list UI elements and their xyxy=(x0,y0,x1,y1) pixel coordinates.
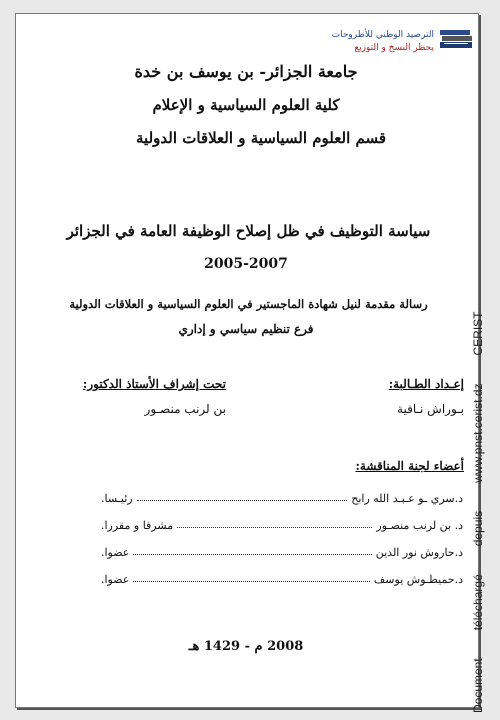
department-name: قسم العلوم السياسية و العلاقات الدولية xyxy=(136,129,386,147)
faculty-name: كلية العلوم السياسية و الإعلام xyxy=(152,96,340,114)
document-page xyxy=(15,13,479,708)
member-2-role: مشرفا و مقررا. xyxy=(101,519,174,532)
side-text-url[interactable]: www.pnst.cerist.dz xyxy=(471,383,485,483)
member-4-name: د.حميطـوش يوسف xyxy=(373,573,463,586)
books-icon xyxy=(438,28,474,50)
member-1-name: د.سري ـو عـبـد الله رابح xyxy=(351,492,463,505)
thesis-years: 2005-2007 xyxy=(204,256,288,272)
member-3-role: عضوا. xyxy=(101,546,130,559)
member-dots xyxy=(137,492,348,501)
committee-member-1 xyxy=(101,492,463,505)
logo-line-1: الترصيد الوطني للأطروحات xyxy=(331,30,434,40)
student-label: إعـداد الطـالبة: xyxy=(388,377,464,391)
logo xyxy=(316,22,476,56)
side-text-part-3: depuis xyxy=(471,510,485,547)
side-text-part-2: téléchargé xyxy=(471,574,485,631)
committee-member-3 xyxy=(101,546,463,559)
thesis-title: سياسة التوظيف في ظل إصلاح الوظيفة العامة في الجزائر xyxy=(66,222,431,240)
side-text-part-5: CERIST xyxy=(471,311,485,356)
member-dots xyxy=(133,546,371,555)
student-name: بـوراش نـافية xyxy=(397,402,464,416)
committee-member-2 xyxy=(101,519,463,532)
supervisor-name: بن لرنب منصـور xyxy=(144,402,226,416)
member-4-role: عضوا. xyxy=(101,573,130,586)
member-3-name: د.حاروش نور الدين xyxy=(375,546,463,559)
committee-member-4 xyxy=(101,573,463,586)
side-download-text xyxy=(463,183,493,713)
logo-line-2: يحظر النسخ و التوزيع xyxy=(354,43,434,53)
university-name: جامعة الجزائر- بن يوسف بن خدة xyxy=(134,62,358,81)
member-2-name: د. بن لرنب منصـور xyxy=(376,519,463,532)
document-date: 2008 م - 1429 هـ xyxy=(188,639,304,654)
side-text-part-1: Document xyxy=(471,658,485,713)
supervisor-label: تحت إشراف الأستاذ الدكتور: xyxy=(82,377,226,391)
committee-title: أعضاء لجنة المناقشة: xyxy=(355,459,464,473)
member-1-role: رئيـسا. xyxy=(101,492,133,505)
thesis-branch: فرع تنظيم سياسي و إداري xyxy=(178,322,314,336)
member-dots xyxy=(177,519,372,528)
member-dots xyxy=(133,573,370,582)
thesis-subtitle: رسالة مقدمة لنيل شهادة الماجستير في العلوم السياسية و العلاقات الدولية xyxy=(69,297,428,311)
